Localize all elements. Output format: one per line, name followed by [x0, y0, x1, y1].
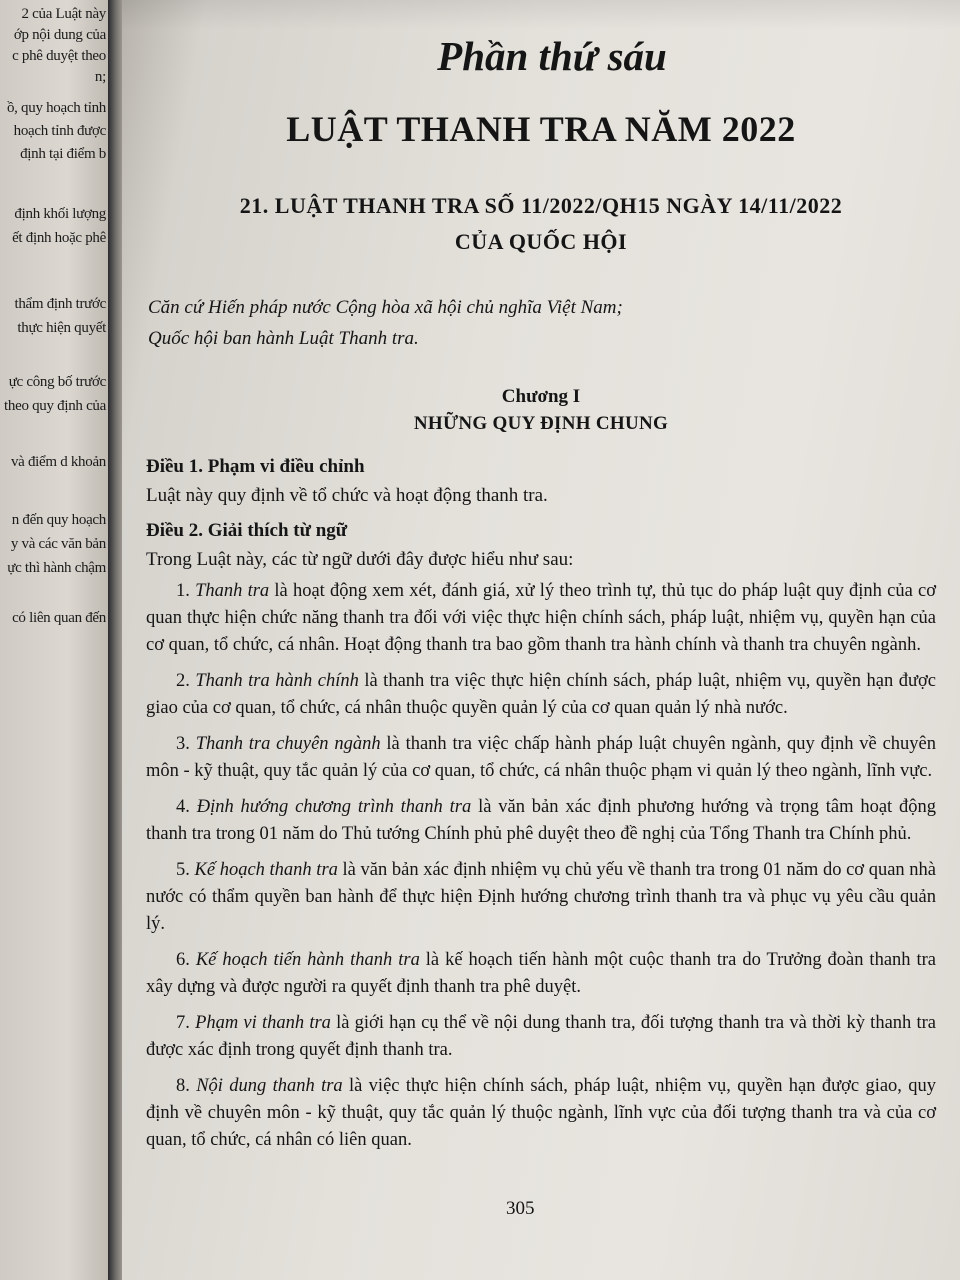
- definition-text: là kế hoạch tiến hành một cuộc thanh tra do Trưởng đoàn thanh tra xây dựng và được người ra quyết định thanh tra phê duyệt.: [146, 950, 937, 997]
- definition-item: [146, 794, 936, 848]
- left-page-line: n;: [94, 69, 106, 85]
- definition-number: 4.: [176, 797, 197, 817]
- definition-term: Thanh tra hành chính: [195, 671, 359, 691]
- definition-item: [146, 578, 936, 659]
- left-page-line: n đến quy hoạch: [11, 512, 106, 528]
- definition-number: 8.: [176, 1076, 197, 1096]
- left-page-line: ớp nội dung của: [13, 27, 106, 43]
- preamble-line: Căn cứ Hiến pháp nước Cộng hòa xã hội chủ nghĩa Việt Nam;: [148, 297, 623, 318]
- article-2-intro: Trong Luật này, các từ ngữ dưới đây được hiểu như sau:: [146, 549, 574, 570]
- definition-term: Nội dung thanh tra: [196, 1076, 343, 1096]
- definition-number: 6.: [176, 950, 196, 970]
- left-page-line: theo quy định của: [4, 398, 106, 414]
- definition-item: [146, 947, 936, 1001]
- left-page-line: định tại điểm b: [20, 146, 106, 162]
- definition-term: Định hướng chương trình thanh tra: [196, 797, 472, 817]
- left-page-line: thẩm định trước: [14, 296, 106, 312]
- left-page-line: ực công bố trước: [8, 374, 106, 390]
- definition-term: Kế hoạch tiến hành thanh tra: [195, 950, 420, 970]
- definition-number: 1.: [176, 581, 196, 601]
- left-page-line: ết định hoặc phê: [12, 230, 106, 246]
- left-page-line: 2 của Luật này: [21, 6, 106, 22]
- left-page-line: hoạch tỉnh được: [13, 123, 106, 139]
- definition-text: là văn bản xác định phương hướng và trọng tâm hoạt động thanh tra trong 01 năm do Thủ tướng Chính phủ phê duyệt theo đề nghị của Tổng Thanh tra Chính phủ.: [146, 797, 937, 844]
- definition-text: là việc thực hiện chính sách, pháp luật, nhiệm vụ, quyền hạn được giao, quy định về chuyên môn - kỹ thuật, quy tắc quản lý thuộc ngành, lĩnh vực của đối tượng thanh tra và của cơ quan, tổ chức, cá nhân có liên quan.: [146, 1076, 936, 1150]
- definition-number: 2.: [176, 671, 196, 691]
- chapter-label: Chương I: [501, 386, 581, 407]
- article-1-heading: Điều 1. Phạm vi điều chỉnh: [146, 456, 365, 477]
- law-title: LUẬT THANH TRA NĂM 2022: [286, 109, 796, 149]
- main-page: [122, 0, 960, 1280]
- preamble: [146, 292, 936, 354]
- left-page-line: ực thì hành chậm: [7, 560, 106, 576]
- left-page-line: và điểm d khoản: [10, 454, 106, 470]
- law-number-heading: 21. LUẬT THANH TRA SỐ 11/2022/QH15 NGÀY 14/11/2022: [239, 193, 843, 218]
- definition-text: là giới hạn cụ thể về nội dung thanh tra, đối tượng thanh tra và thời kỳ thanh tra được xác định trong quyết định thanh tra.: [146, 1013, 936, 1060]
- definition-term: Phạm vi thanh tra: [195, 1013, 331, 1033]
- left-page-line: y và các văn bản: [10, 536, 106, 552]
- definition-item: [146, 1010, 936, 1064]
- chapter-title: NHỮNG QUY ĐỊNH CHUNG: [413, 413, 669, 434]
- left-facing-page: [0, 0, 112, 1280]
- left-page-line: định khối lượng: [14, 206, 106, 222]
- definition-term: Thanh tra chuyên ngành: [195, 734, 381, 754]
- definition-text: là văn bản xác định nhiệm vụ chủ yếu về thanh tra trong 01 năm do cơ quan nhà nước có thẩm quyền ban hành để thực hiện Định hướng chương trình thanh tra và phục vụ yêu cầu quản lý.: [146, 860, 936, 934]
- page-number: 305: [506, 1198, 535, 1219]
- part-title: Phần thứ sáu: [437, 33, 667, 79]
- definition-number: 5.: [176, 860, 195, 880]
- definition-number: 3.: [176, 734, 196, 754]
- preamble-line: Quốc hội ban hành Luật Thanh tra.: [148, 328, 419, 349]
- definition-item: [146, 1073, 936, 1154]
- page-content: [146, 28, 936, 1154]
- definition-item: [146, 731, 936, 785]
- left-page-line: c phê duyệt theo: [12, 48, 106, 64]
- definition-item: [146, 857, 936, 938]
- definition-number: 7.: [176, 1013, 196, 1033]
- article-2-heading: Điều 2. Giải thích từ ngữ: [146, 520, 348, 541]
- law-issuer-heading: CỦA QUỐC HỘI: [454, 229, 628, 254]
- article-1-text: Luật này quy định về tổ chức và hoạt động thanh tra.: [146, 485, 548, 506]
- left-page-line: ồ, quy hoạch tỉnh: [6, 100, 106, 116]
- definition-text: là thanh tra việc chấp hành pháp luật chuyên ngành, quy định về chuyên môn - kỹ thuật, quy tắc quản lý của cơ quan, tổ chức, cá nhân thuộc phạm vi quản lý theo ngành, lĩnh vực.: [146, 734, 936, 781]
- left-page-line: có liên quan đến: [12, 610, 106, 626]
- definition-text: là hoạt động xem xét, đánh giá, xử lý theo trình tự, thủ tục do pháp luật quy định của cơ quan thực hiện chức năng thanh tra đối với việc thực hiện chính sách, pháp luật, nhiệm vụ, quyền hạn của cơ quan, tổ chức, cá nhân. Hoạt động thanh tra bao gồm thanh tra hành chính và thanh tra chuyên ngành.: [146, 581, 937, 655]
- definition-term: Thanh tra: [195, 581, 270, 601]
- definition-item: [146, 668, 936, 722]
- definition-text: là thanh tra việc thực hiện chính sách, pháp luật, nhiệm vụ, quyền hạn được giao của cơ quan, tổ chức, cá nhân thuộc quyền quản lý của cơ quan quản lý nhà nước.: [146, 671, 936, 718]
- definition-term: Kế hoạch thanh tra: [194, 860, 338, 880]
- left-page-line: thực hiện quyết: [17, 320, 106, 336]
